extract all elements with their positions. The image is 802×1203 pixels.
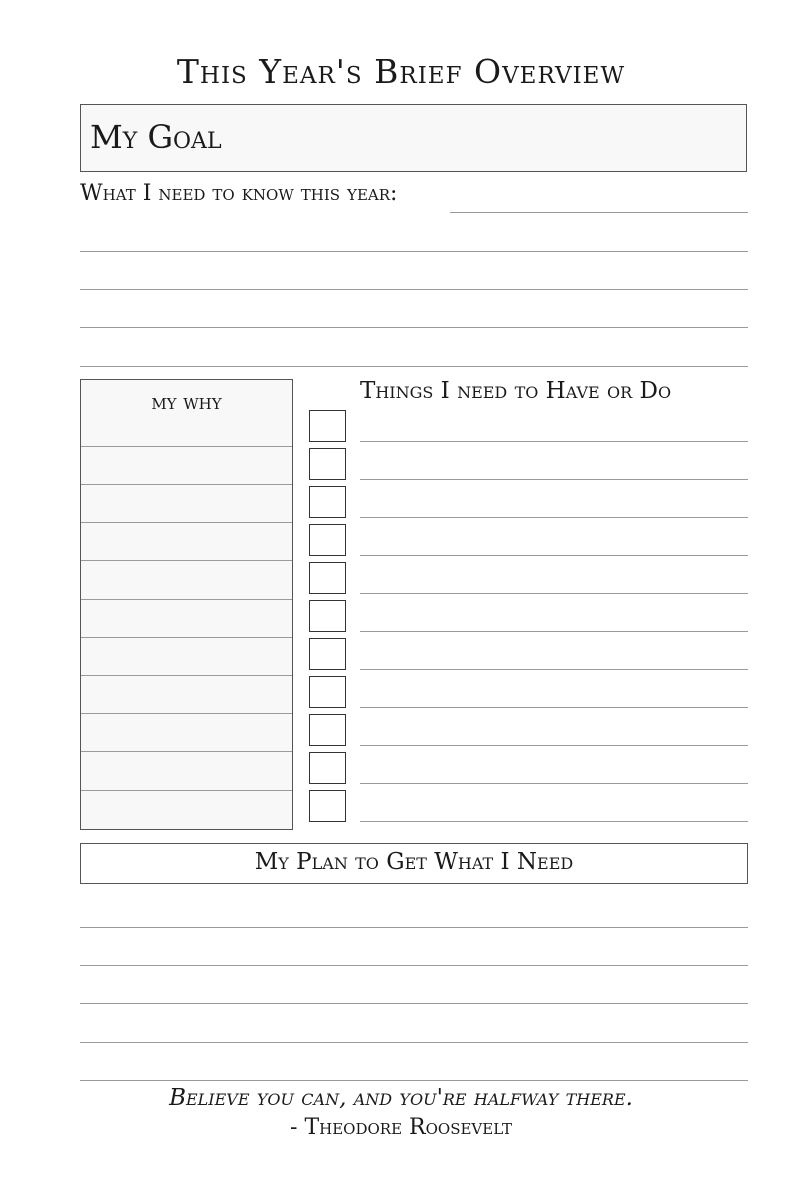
why-row-line[interactable] <box>81 675 292 676</box>
todo-checkbox[interactable] <box>309 410 346 442</box>
plan-label: My Plan to Get What I Need <box>254 849 574 875</box>
know-writing-line[interactable] <box>450 212 748 213</box>
why-label: my why <box>151 390 222 414</box>
plan-writing-line[interactable] <box>80 927 748 928</box>
todo-checkbox[interactable] <box>309 752 346 784</box>
know-writing-line[interactable] <box>80 289 748 290</box>
why-box <box>80 379 293 830</box>
why-row-line[interactable] <box>81 560 292 561</box>
todo-checkbox[interactable] <box>309 790 346 822</box>
todo-writing-line[interactable] <box>360 555 748 556</box>
why-row-line[interactable] <box>81 599 292 600</box>
page-title: This Year's Brief Overview <box>176 52 626 91</box>
know-label: What I need to know this year: <box>80 181 398 206</box>
todo-checkbox[interactable] <box>309 524 346 556</box>
plan-writing-line[interactable] <box>80 1042 748 1043</box>
plan-writing-line[interactable] <box>80 965 748 966</box>
why-row-line[interactable] <box>81 637 292 638</box>
why-row-line[interactable] <box>81 713 292 714</box>
know-writing-line[interactable] <box>80 251 748 252</box>
plan-header-box <box>80 843 748 884</box>
todo-writing-line[interactable] <box>360 707 748 708</box>
why-row-line[interactable] <box>81 484 292 485</box>
plan-writing-line[interactable] <box>80 1003 748 1004</box>
todo-writing-line[interactable] <box>360 441 748 442</box>
quote-text: Believe you can, and you're halfway there. <box>169 1085 633 1111</box>
know-writing-line[interactable] <box>80 366 748 367</box>
todo-checkbox[interactable] <box>309 714 346 746</box>
todo-writing-line[interactable] <box>360 593 748 594</box>
goal-label: My Goal <box>90 118 222 156</box>
todo-writing-line[interactable] <box>360 821 748 822</box>
goal-box[interactable] <box>80 104 747 172</box>
quote-author: - Theodore Roosevelt <box>290 1115 512 1140</box>
why-row-line[interactable] <box>81 446 292 447</box>
todo-checkbox[interactable] <box>309 562 346 594</box>
plan-writing-line[interactable] <box>80 1080 748 1081</box>
have-label: Things I need to Have or Do <box>360 378 672 404</box>
todo-checkbox[interactable] <box>309 638 346 670</box>
why-row-line[interactable] <box>81 522 292 523</box>
todo-writing-line[interactable] <box>360 631 748 632</box>
todo-checkbox[interactable] <box>309 448 346 480</box>
todo-checkbox[interactable] <box>309 486 346 518</box>
todo-checkbox[interactable] <box>309 600 346 632</box>
todo-checkbox[interactable] <box>309 676 346 708</box>
todo-writing-line[interactable] <box>360 669 748 670</box>
why-row-line[interactable] <box>81 751 292 752</box>
todo-writing-line[interactable] <box>360 745 748 746</box>
todo-writing-line[interactable] <box>360 517 748 518</box>
todo-writing-line[interactable] <box>360 783 748 784</box>
todo-writing-line[interactable] <box>360 479 748 480</box>
know-writing-line[interactable] <box>80 327 748 328</box>
why-row-line[interactable] <box>81 790 292 791</box>
